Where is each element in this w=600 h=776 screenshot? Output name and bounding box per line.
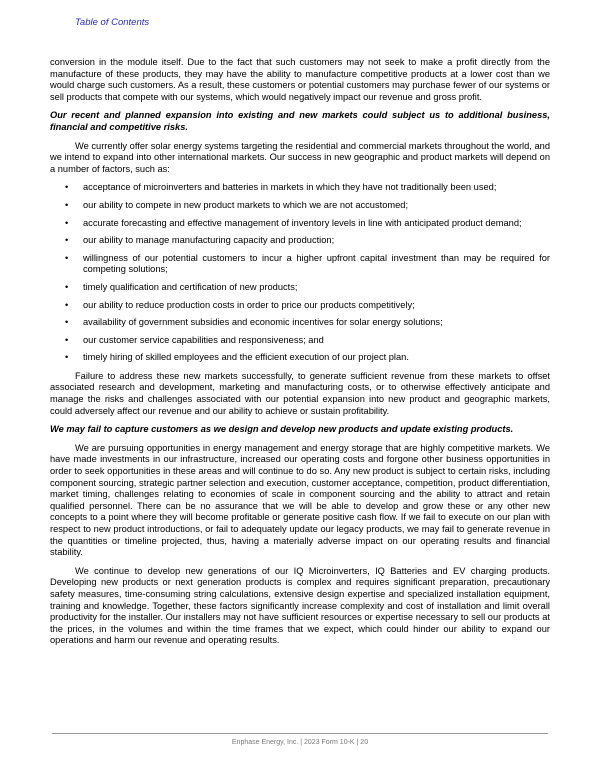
bullet-icon: •: [65, 252, 69, 263]
list-item-text: timely hiring of skilled employees and the efficient execution of our project plan.: [83, 352, 409, 363]
list-item-text: timely qualification and certification of new products;: [83, 281, 298, 292]
list-item: [50, 317, 550, 329]
list-item: [50, 300, 550, 312]
list-item: [50, 200, 550, 212]
table-of-contents-link[interactable]: Table of Contents: [75, 17, 150, 28]
list-item-text: our ability to reduce production costs in order to price our products competitively;: [83, 299, 415, 310]
footer-divider: [52, 733, 548, 747]
paragraph-pursuing-opportunities: We are pursuing opportunities in energy management and energy storage that are highly competitive markets. We have made investments in our infrastructure, increased our operating costs and forgone other business opportunities in order to seek opportunities in these areas and will continue to do so. Any new product is subject to certain risks, including component sourcing, strategic partner selection and execution, customer acceptance, competition, product differentiation, market timing, challenges relating to economies of scale in component sourcing and the ability to attract and retain qualified personnel. There can be no assurance that we will be able to develop and grow these or any other new concepts to a point where they will become profitable or generate positive cash flow. If we fail to execute on our plan with respect to new product introductions, or fail to adequately update our legacy products, we may fail to generate revenue in the quantities or timeline projected, thus, having a materially adverse impact on our operating results and financial stability.: [50, 442, 550, 558]
paragraph-continuation: conversion in the module itself. Due to the fact that such customers may not seek to make a profit directly from the manufacture of these products, they may have the ability to manufacture competitive products at a lower cost than we would charge such customers. As a result, these customers or potential customers may purchase fewer of our systems or sell products that compete with our systems, which would negatively impact our revenue and gross profit.: [50, 57, 550, 102]
list-item: [50, 182, 550, 194]
list-item-text: acceptance of microinverters and batteries in markets in which they have not traditionally been used;: [83, 182, 497, 193]
list-item-text: availability of government subsidies and economic incentives for solar energy solutions;: [83, 317, 443, 328]
bullet-icon: •: [65, 182, 69, 193]
paragraph-failure-to-address: Failure to address these new markets successfully, to generate sufficient revenue from these markets to offset associated research and development, marketing and manufacturing costs, or to otherwise effectively anticipate and manage the risks and challenges associated with our potential expansion into new product and geographic markets, could adversely affect our revenue and our ability to achieve or sustain profitability.: [50, 370, 550, 416]
list-item-text: willingness of our potential customers to incur a higher upfront capital investment than may be required for competing solutions;: [83, 252, 550, 275]
paragraph-new-generations: We continue to develop new generations of our IQ Microinverters, IQ Batteries and EV charging products. Developing new products or next generation products is complex and requires significant preparation, precautionary safety measures, time-consuming string calculations, extensive design expertise and specialized installation equipment, training and knowledge. Together, these factors significantly increase complexity and cost of installation and limit overall productivity for the installer. Our installers may not have sufficient resources or expertise necessary to sell our products at the prices, in the volumes and within the time frames that we expect, which could hinder our ability to expand our operations and harm our revenue and operating results.: [50, 565, 550, 646]
bullet-icon: •: [65, 217, 69, 228]
risk-heading-expansion: Our recent and planned expansion into existing and new markets could subject us to additional business, financial and competitive risks.: [50, 110, 550, 132]
list-item: [50, 235, 550, 247]
bullet-icon: •: [65, 352, 69, 363]
list-item-text: our ability to compete in new product markets to which we are not accustomed;: [83, 199, 409, 210]
bullet-icon: •: [65, 281, 69, 292]
list-item: [50, 218, 550, 230]
risk-factor-list: [50, 182, 550, 364]
bullet-icon: •: [65, 334, 69, 345]
bullet-icon: •: [65, 235, 69, 246]
list-item-text: our ability to manage manufacturing capacity and production;: [83, 235, 335, 246]
bullet-icon: •: [65, 317, 69, 328]
bullet-icon: •: [65, 299, 69, 310]
list-item-text: accurate forecasting and effective management of inventory levels in line with anticipated product demand;: [83, 217, 522, 228]
document-body: [50, 57, 550, 647]
list-item: [50, 335, 550, 347]
list-item: [50, 282, 550, 294]
risk-heading-capture-customers: We may fail to capture customers as we design and develop new products and update existing products.: [50, 424, 514, 435]
footer-text: Enphase Energy, Inc. | 2023 Form 10-K | 20: [231, 739, 369, 746]
list-item: [50, 253, 550, 276]
list-item: [50, 352, 550, 364]
bullet-icon: •: [65, 199, 69, 210]
list-item-text: our customer service capabilities and responsiveness; and: [83, 334, 324, 345]
paragraph-new-markets: We currently offer solar energy systems targeting the residential and commercial markets throughout the world, and we intend to expand into other international markets. Our success in new geographic and product markets will depend on a number of factors, such as:: [50, 140, 550, 174]
